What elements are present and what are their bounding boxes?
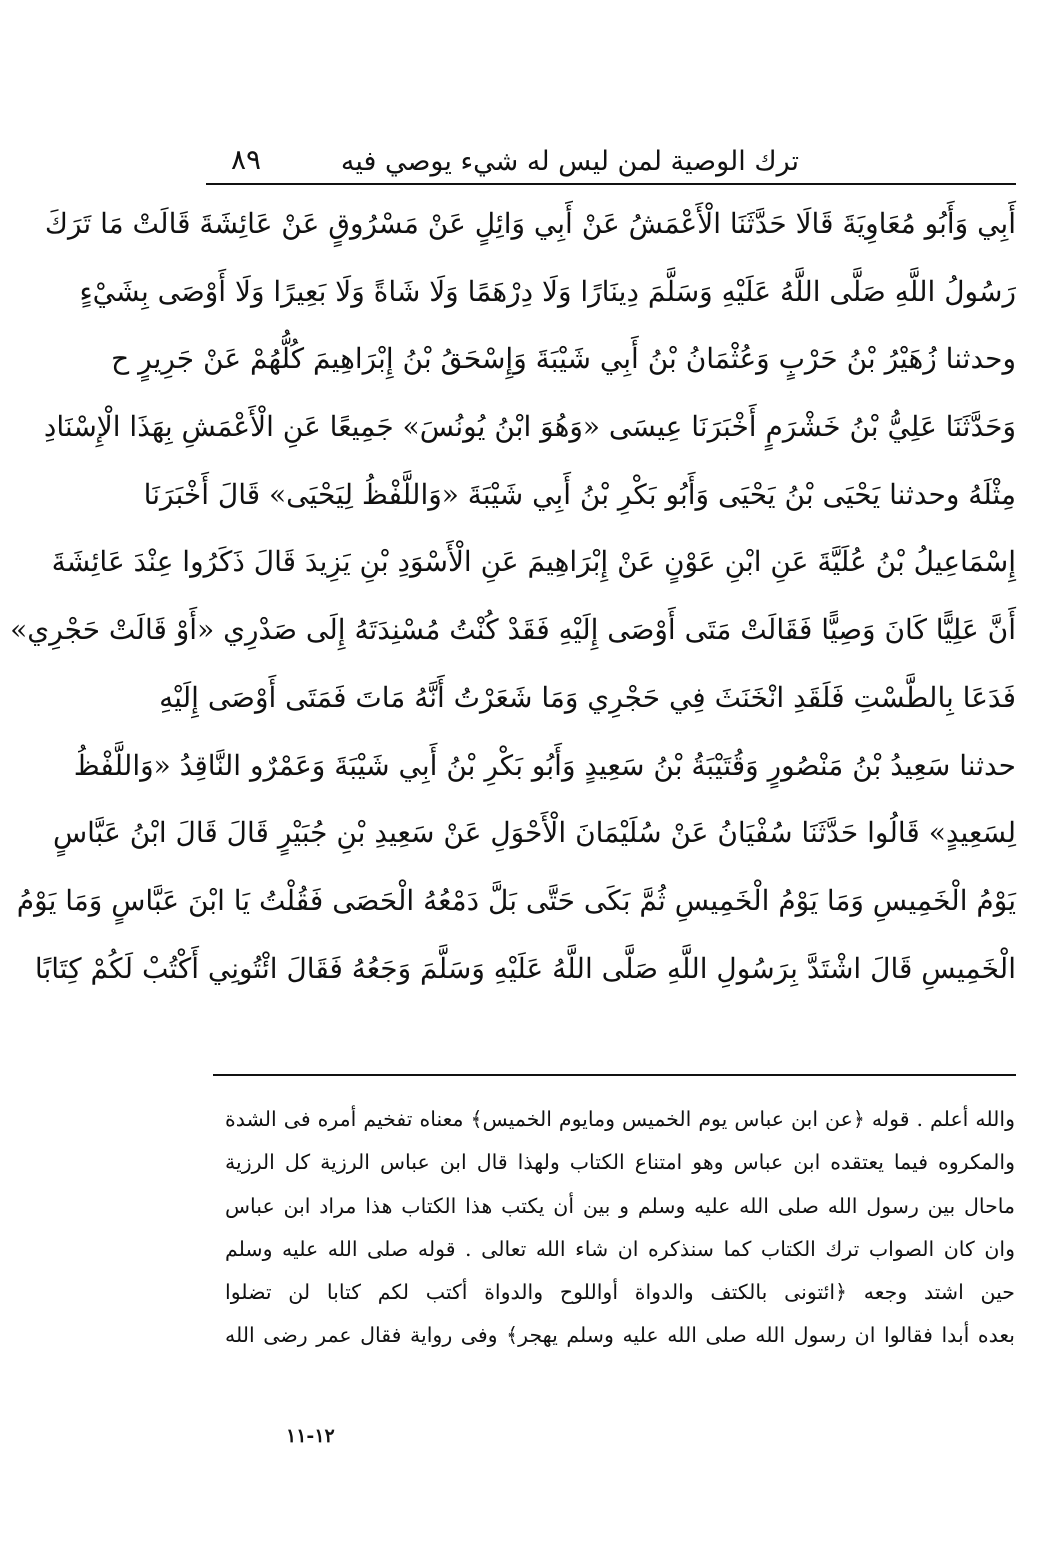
commentary-footnotes [225,1098,1015,1358]
header-rule [206,183,1016,185]
text-line: رَسُولُ اللَّهِ صَلَّى اللَّهُ عَلَيْهِ وَسَلَّمَ دِينَارًا وَلَا دِرْهَمًا وَلَا شَاةً وَلَا بَعِيرًا وَلَا أَوْصَى بِشَيْءٍ [79,274,1016,308]
text-line: لِسَعِيدٍ» قَالُوا حَدَّثَنَا سُفْيَانُ عَنْ سُلَيْمَانَ الْأَحْوَلِ عَنْ سَعِيدِ بْنِ جُبَيْرٍ قَالَ قَالَ ابْنُ عَبَّاسٍ [52,816,1016,850]
running-header [206,142,1014,182]
printer-signature-mark: ١٢-١١ [286,1425,335,1447]
text-line: وَحَدَّثَنَا عَلِيُّ بْنُ خَشْرَمٍ أَخْبَرَنَا عِيسَى «وَهُوَ ابْنُ يُونُسَ» جَمِيعًا عَنِ الْأَعْمَشِ بِهَذَا الْإِسْنَادِ [43,410,1016,444]
footnote-line: وان كان الصواب ترك الكتاب كما سنذكره ان شاء الله تعالى . قوله صلى الله عليه وسلم [225,1236,1015,1261]
text-line: فَدَعَا بِالطَّسْتِ فَلَقَدِ انْخَنَثَ فِي حَجْرِي وَمَا شَعَرْتُ أَنَّهُ مَاتَ فَمَتَى أَوْصَى إِلَيْهِ [159,680,1016,714]
text-line: الْخَمِيسِ قَالَ اشْتَدَّ بِرَسُولِ اللَّهِ صَلَّى اللَّهُ عَلَيْهِ وَسَلَّمَ وَجَعُهُ فَقَالَ ائْتُونِي أَكْتُبْ لَكُمْ كِتَابًا [34,951,1016,985]
text-line: مِثْلَهُ وحدثنا يَحْيَى بْنُ يَحْيَى وَأَبُو بَكْرِ بْنُ أَبِي شَيْبَةَ «وَاللَّفْظُ لِيَحْيَى» قَالَ أَخْبَرَنَا [143,477,1016,511]
footnote-line: والله أعلم . قوله ﴿عن ابن عباس يوم الخميس ومايوم الخميس﴾ معناه تفخيم أمره فى الشدة [225,1107,1015,1131]
text-line: أَبِي وَأَبُو مُعَاوِيَةَ قَالَا حَدَّثَنَا الْأَعْمَشُ عَنْ أَبِي وَائِلٍ عَنْ مَسْرُوقٍ عَنْ عَائِشَةَ قَالَتْ مَا تَرَكَ [44,207,1016,240]
footnote-line: والمكروه فيما يعتقده ابن عباس وهو امتناع الكتاب ولهذا قال ابن عباس الرزية كل الرزية [225,1150,1015,1175]
footnote-line: ماحال بين رسول الله صلى الله عليه وسلم و بين أن يكتب هذا الكتاب هذا مراد ابن عباس [225,1193,1015,1218]
text-line: حدثنا سَعِيدُ بْنُ مَنْصُورٍ وَقُتَيْبَةُ بْنُ سَعِيدٍ وَأَبُو بَكْرِ بْنُ أَبِي شَيْبَةَ وَعَمْرٌو النَّاقِدُ «وَاللَّفْظُ [73,748,1016,782]
hadith-text [10,190,1016,1002]
running-title: ترك الوصية لمن ليس له شيء يوصي فيه [340,146,799,177]
page-number: ٨٩ [231,143,262,176]
text-line: وحدثنا زُهَيْرُ بْنُ حَرْبٍ وَعُثْمَانُ بْنُ أَبِي شَيْبَةَ وَإِسْحَقُ بْنُ إِبْرَاهِيمَ كُلُّهُمْ عَنْ جَرِيرٍ ح [111,342,1016,376]
footnote-line: بعده أبدا فقالوا ان رسول الله صلى الله عليه وسلم يهجر﴾ وفى رواية فقال عمر رضى الله [225,1323,1015,1348]
text-line: إِسْمَاعِيلُ بْنُ عُلَيَّةَ عَنِ ابْنِ عَوْنٍ عَنْ إِبْرَاهِيمَ عَنِ الْأَسْوَدِ بْنِ يَزِيدَ قَالَ ذَكَرُوا عِنْدَ عَائِشَةَ [51,545,1016,579]
footnote-rule [213,1074,1016,1076]
text-line: أَنَّ عَلِيًّا كَانَ وَصِيًّا فَقَالَتْ مَتَى أَوْصَى إِلَيْهِ فَقَدْ كُنْتُ مُسْنِدَتَهُ إِلَى صَدْرِي «أَوْ قَالَتْ حَجْرِي» [10,613,1016,647]
text-line: يَوْمُ الْخَمِيسِ وَمَا يَوْمُ الْخَمِيسِ ثُمَّ بَكَى حَتَّى بَلَّ دَمْعُهُ الْحَصَى فَقُلْتُ يَا ابْنَ عَبَّاسٍ وَمَا يَوْمُ [16,883,1016,917]
footnote-line: حين اشتد وجعه ﴿ائتونى بالكتف والدواة أواللوح والدواة أكتب لكم كتابا لن تضلوا [225,1280,1015,1305]
